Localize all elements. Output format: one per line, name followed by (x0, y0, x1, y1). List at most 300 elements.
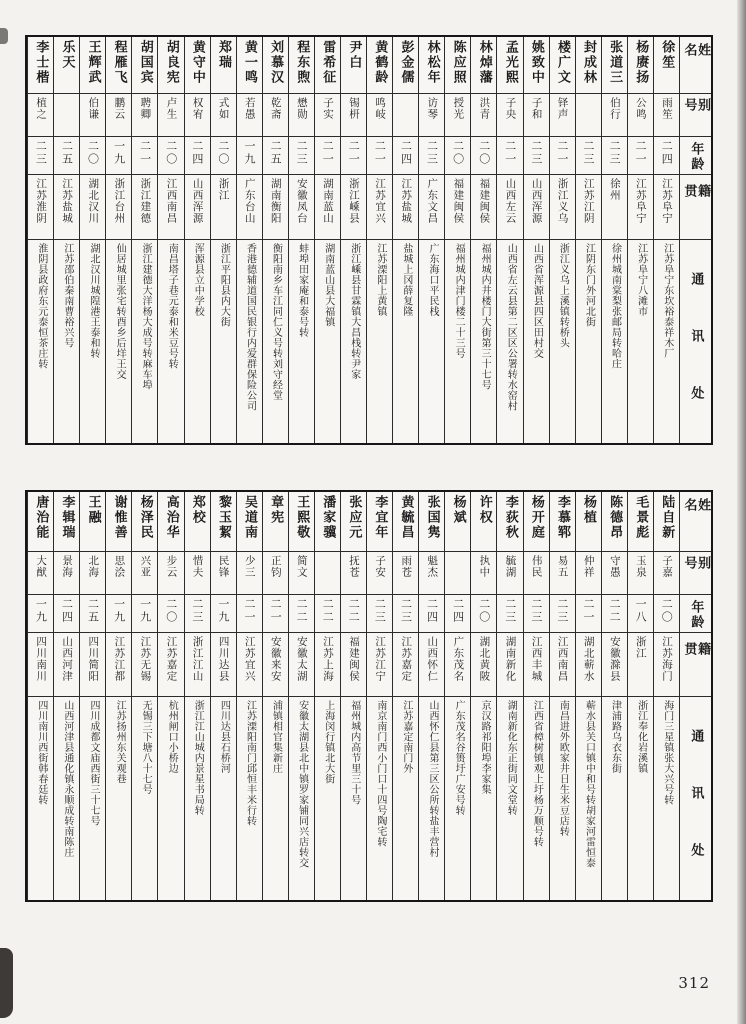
person-hao: 执中 (478, 555, 491, 578)
person-name: 姚致中 (528, 40, 544, 85)
age-cell (106, 137, 131, 175)
person-hao: 民锋 (217, 555, 230, 578)
person-hao: 卢生 (165, 97, 178, 120)
person-address: 香港德辅道国民银行内爱群保险公司 (244, 243, 256, 411)
person-name: 胡良宪 (163, 40, 179, 85)
native-cell (289, 633, 314, 697)
native-cell (237, 175, 262, 240)
person-native: 浙江义乌 (556, 178, 569, 224)
person-native: 江苏江阴 (582, 178, 595, 224)
name-cell (185, 492, 210, 552)
person-name: 李宜年 (372, 495, 388, 540)
hao-cell (237, 552, 262, 595)
hao-cell (185, 552, 210, 595)
person-address: 江西省樟树镇观上圩杨万顺号转 (531, 700, 543, 847)
person-age: 二〇 (86, 140, 100, 166)
native-cell (158, 175, 183, 240)
hao-cell (576, 94, 601, 137)
person-column (496, 37, 522, 443)
person-name: 吴道南 (242, 495, 258, 540)
name-cell (393, 492, 418, 552)
age-cell (550, 595, 575, 633)
person-column (236, 37, 262, 443)
address-cell (471, 697, 496, 900)
name-cell (576, 492, 601, 552)
person-hao: 伯谦 (87, 97, 100, 120)
hao-cell (54, 94, 79, 137)
address-cell (393, 697, 418, 900)
person-address: 浑源县立中学校 (192, 243, 204, 317)
hao-cell (576, 552, 601, 595)
person-column (653, 492, 679, 900)
age-cell (393, 137, 418, 175)
person-address: 南京南门西小门口十四号陶宅转 (374, 700, 386, 847)
name-cell (132, 37, 157, 94)
name-cell (367, 492, 392, 552)
person-hao: 鹏云 (113, 97, 126, 120)
name-cell (132, 492, 157, 552)
hao-cell (419, 552, 444, 595)
person-age: 一八 (634, 598, 648, 624)
person-native: 江苏无锡 (139, 636, 152, 682)
person-address: 浙江奉化岩溪镇 (635, 700, 647, 774)
person-address: 福州城内津门楼二十三号 (453, 243, 465, 359)
age-cell (315, 137, 340, 175)
header-hao-cell (680, 94, 711, 137)
person-name: 黎玉絜 (215, 495, 231, 540)
person-address: 山西河津县通化镇永顺成转南陈庄 (61, 700, 73, 858)
person-native: 山西浑源 (191, 178, 204, 224)
person-column (27, 492, 53, 900)
person-column (575, 37, 601, 443)
native-cell (263, 175, 288, 240)
name-cell (602, 37, 627, 94)
native-cell (54, 633, 79, 697)
person-hao: 抚苍 (348, 555, 361, 578)
person-name: 李士楷 (33, 40, 49, 85)
native-cell (419, 175, 444, 240)
person-native: 湖南蓝山 (321, 178, 334, 224)
hao-cell (367, 94, 392, 137)
person-native: 湖北汉川 (87, 178, 100, 224)
age-cell (80, 595, 105, 633)
person-column (314, 37, 340, 443)
address-cell (576, 240, 601, 443)
person-native: 江西南昌 (165, 178, 178, 224)
address-cell (367, 697, 392, 900)
person-age: 二四 (60, 598, 74, 624)
person-native: 安徽凤台 (295, 178, 308, 224)
age-cell (211, 137, 236, 175)
hao-cell (654, 94, 679, 137)
person-native: 江苏宜兴 (374, 178, 387, 224)
person-name: 彭金儒 (398, 40, 414, 85)
person-native: 江西丰城 (530, 636, 543, 682)
address-cell (419, 240, 444, 443)
address-cell (471, 240, 496, 443)
person-hao: 雨苍 (400, 555, 413, 578)
name-cell (419, 492, 444, 552)
header-column (679, 37, 711, 443)
person-address: 海门三星镇张大兴号转 (661, 700, 673, 805)
age-cell (576, 137, 601, 175)
person-column (418, 492, 444, 900)
person-name: 李辑瑞 (59, 495, 75, 540)
person-address: 津浦路乌衣东街 (609, 700, 621, 774)
hao-cell (628, 552, 653, 595)
native-cell (341, 175, 366, 240)
address-cell (185, 697, 210, 900)
hao-cell (28, 552, 53, 595)
person-name: 许权 (476, 495, 492, 525)
person-address: 四川达县石桥河 (218, 700, 230, 774)
age-cell (341, 595, 366, 633)
person-hao: 雨笙 (660, 97, 673, 120)
person-hao: 思浍 (113, 555, 126, 578)
person-age: 二三 (399, 598, 413, 624)
person-age: 二一 (269, 598, 283, 624)
name-cell (497, 492, 522, 552)
native-cell (550, 633, 575, 697)
person-native: 山西浑源 (530, 178, 543, 224)
person-address: 蚌埠田家庵和泰号转 (296, 243, 308, 338)
address-cell (106, 697, 131, 900)
address-cell (185, 240, 210, 443)
person-name: 张道三 (607, 40, 623, 85)
person-name: 陈应照 (450, 40, 466, 85)
person-hao: 访琴 (426, 97, 439, 120)
person-name: 谢惟善 (111, 495, 127, 540)
person-column (470, 37, 496, 443)
native-cell (54, 175, 79, 240)
person-age: 二四 (190, 140, 204, 166)
native-cell (158, 633, 183, 697)
person-age: 一九 (138, 598, 152, 624)
person-column (627, 492, 653, 900)
hao-cell (211, 94, 236, 137)
person-name: 刘慕汉 (268, 40, 284, 85)
person-hao: 北海 (87, 555, 100, 578)
person-hao: 权宥 (191, 97, 204, 120)
address-cell (445, 697, 470, 900)
age-cell (419, 595, 444, 633)
age-cell (211, 595, 236, 633)
address-cell (80, 240, 105, 443)
person-address: 江苏嘉定南门外 (400, 700, 412, 774)
address-cell (80, 697, 105, 900)
person-column (601, 492, 627, 900)
address-cell (497, 697, 522, 900)
person-age: 二五 (86, 598, 100, 624)
person-name: 黄鹤龄 (372, 40, 388, 85)
person-column (288, 37, 314, 443)
age-cell (54, 137, 79, 175)
native-cell (132, 633, 157, 697)
person-native: 江苏江宁 (374, 636, 387, 682)
native-cell (315, 633, 340, 697)
person-age: 二二 (295, 598, 309, 624)
person-native: 江苏阜宁 (660, 178, 673, 224)
person-age: 二〇 (660, 598, 674, 624)
person-address: 福州城内井楼门大街第三十七号 (479, 243, 491, 390)
person-age: 二〇 (216, 140, 230, 166)
person-hao: 铎声 (556, 97, 569, 120)
person-age: 二四 (425, 598, 439, 624)
name-cell (497, 37, 522, 94)
person-name: 张应元 (346, 495, 362, 540)
native-cell (654, 633, 679, 697)
person-name: 林松年 (424, 40, 440, 85)
native-cell (576, 633, 601, 697)
hao-cell (341, 552, 366, 595)
person-address: 杭州闸口小桥边 (166, 700, 178, 774)
person-native: 安徽来安 (269, 636, 282, 682)
native-cell (550, 175, 575, 240)
person-address: 江苏溧阳上黄镇 (374, 243, 386, 317)
age-cell (28, 137, 53, 175)
age-cell (341, 137, 366, 175)
person-native: 安徽滁县 (608, 636, 621, 682)
name-cell (80, 492, 105, 552)
hao-cell (106, 552, 131, 595)
age-cell (419, 137, 444, 175)
person-hao: 洪青 (478, 97, 491, 120)
person-age: 二五 (60, 140, 74, 166)
person-name: 李慕郓 (554, 495, 570, 540)
header-address-label: 通讯处 (688, 272, 704, 443)
person-address: 江阴东门外河北街 (583, 243, 595, 327)
age-cell (367, 137, 392, 175)
name-cell (28, 37, 53, 94)
header-native-label: 籍贯 (681, 642, 711, 673)
person-hao: 正钧 (269, 555, 282, 578)
person-name: 林焯藩 (476, 40, 492, 85)
person-native: 江苏嘉定 (400, 636, 413, 682)
name-cell (263, 492, 288, 552)
directory-section-top (25, 35, 713, 445)
person-column (262, 492, 288, 900)
address-cell (211, 697, 236, 900)
person-column (210, 37, 236, 443)
address-cell (524, 240, 549, 443)
age-cell (550, 137, 575, 175)
person-column (418, 37, 444, 443)
person-age: 二三 (34, 140, 48, 166)
person-address: 江苏阜宁东坎裕泰祥木厂 (661, 243, 673, 359)
person-hao: 少三 (243, 555, 256, 578)
person-address: 京汉路祁阳埠李家集 (479, 700, 491, 795)
name-cell (106, 37, 131, 94)
person-column (523, 492, 549, 900)
person-column (444, 37, 470, 443)
person-column (105, 492, 131, 900)
hao-cell (497, 94, 522, 137)
age-cell (289, 595, 314, 633)
hao-cell (367, 552, 392, 595)
native-cell (211, 175, 236, 240)
person-name: 高治华 (163, 495, 179, 540)
hao-cell (550, 94, 575, 137)
address-cell (341, 240, 366, 443)
person-hao: 授光 (452, 97, 465, 120)
header-name-label: 姓名 (681, 498, 711, 525)
address-cell (132, 240, 157, 443)
native-cell (393, 175, 418, 240)
hao-cell (132, 552, 157, 595)
person-column (262, 37, 288, 443)
person-native: 福建闽侯 (348, 636, 361, 682)
person-hao: 式如 (217, 97, 230, 120)
address-cell (654, 697, 679, 900)
age-cell (471, 137, 496, 175)
native-cell (524, 633, 549, 697)
name-cell (158, 492, 183, 552)
person-column (444, 492, 470, 900)
name-cell (211, 492, 236, 552)
person-age: 一九 (242, 140, 256, 166)
person-name: 孟光熙 (502, 40, 518, 85)
person-native: 福建闽侯 (452, 178, 465, 224)
header-name-label: 姓名 (681, 43, 711, 70)
person-address: 上海闵行镇北大街 (322, 700, 334, 784)
header-address-cell (680, 697, 711, 900)
person-age: 一九 (34, 598, 48, 624)
name-cell (158, 37, 183, 94)
name-cell (289, 37, 314, 94)
header-address-cell (680, 240, 711, 443)
age-cell (106, 595, 131, 633)
age-cell (602, 595, 627, 633)
person-age: 一九 (112, 140, 126, 166)
name-cell (419, 37, 444, 94)
person-address: 四川南川西街韩春廷转 (35, 700, 47, 805)
hao-cell (393, 94, 418, 137)
hao-cell (54, 552, 79, 595)
person-native: 浙江 (634, 636, 647, 659)
native-cell (628, 175, 653, 240)
person-address: 湖南新化东正街同文堂转 (505, 700, 517, 816)
person-age: 二三 (555, 598, 569, 624)
native-cell (367, 175, 392, 240)
address-cell (237, 697, 262, 900)
person-name: 王辉武 (85, 40, 101, 85)
age-cell (28, 595, 53, 633)
age-cell (445, 595, 470, 633)
person-column (236, 492, 262, 900)
name-cell (211, 37, 236, 94)
header-native-label: 籍贯 (681, 184, 711, 215)
address-cell (497, 240, 522, 443)
person-column (184, 37, 210, 443)
person-column (79, 492, 105, 900)
person-native: 安徽太湖 (295, 636, 308, 682)
native-cell (471, 175, 496, 240)
name-cell (237, 492, 262, 552)
person-native: 浙江 (217, 178, 230, 201)
person-address: 山西省浑源县四区田村交 (531, 243, 543, 359)
native-cell (341, 633, 366, 697)
person-address: 江苏溧阳南门邱恒丰米行转 (244, 700, 256, 826)
person-native: 江苏上海 (321, 636, 334, 682)
person-age: 二三 (582, 140, 595, 166)
native-cell (602, 633, 627, 697)
person-age: 二二 (347, 598, 361, 624)
person-native: 江苏淮阴 (35, 178, 48, 224)
person-age: 二〇 (477, 598, 491, 624)
person-name: 郑校 (189, 495, 205, 525)
native-cell (185, 175, 210, 240)
person-native: 徐州 (608, 178, 621, 201)
hao-cell (393, 552, 418, 595)
person-hao: 伯行 (608, 97, 621, 120)
person-native: 江苏阜宁 (634, 178, 647, 224)
name-cell (524, 492, 549, 552)
native-cell (497, 633, 522, 697)
address-cell (158, 697, 183, 900)
person-hao: 子央 (504, 97, 517, 120)
person-column (131, 492, 157, 900)
hao-cell (80, 552, 105, 595)
native-cell (393, 633, 418, 697)
person-address: 盐城上冈薛复隆 (400, 243, 412, 317)
person-age: 二三 (373, 598, 387, 624)
person-age: 二〇 (477, 140, 491, 166)
name-cell (654, 37, 679, 94)
person-name: 杨斌 (450, 495, 466, 525)
person-address: 浙江嵊县甘霖镇大昌栈转尹家 (348, 243, 360, 380)
person-hao: 魁杰 (426, 555, 439, 578)
hao-cell (263, 552, 288, 595)
header-hao-cell (680, 552, 711, 595)
person-age: 二三 (608, 140, 622, 166)
person-age: 二三 (529, 598, 543, 624)
address-cell (393, 240, 418, 443)
person-age: 二一 (503, 140, 517, 166)
hao-cell (497, 552, 522, 595)
age-cell (367, 595, 392, 633)
person-name: 杨泽民 (137, 495, 153, 540)
person-native: 江苏嘉定 (165, 636, 178, 682)
age-cell (628, 137, 653, 175)
name-cell (628, 492, 653, 552)
person-hao: 毓湖 (504, 555, 517, 578)
address-cell (524, 697, 549, 900)
person-address: 安徽太湖县北中镇罗家铺同兴店转交 (296, 700, 308, 868)
address-cell (211, 240, 236, 443)
hao-cell (80, 94, 105, 137)
age-cell (445, 137, 470, 175)
address-cell (367, 240, 392, 443)
person-hao: 大猷 (35, 555, 48, 578)
name-cell (471, 492, 496, 552)
person-native: 江西南昌 (556, 636, 569, 682)
person-name: 陈德昂 (607, 495, 623, 540)
person-name: 杨开庭 (528, 495, 544, 540)
hao-cell (263, 94, 288, 137)
person-address: 仙居城里张宅转酉乡后垟王交 (114, 243, 126, 380)
name-cell (524, 37, 549, 94)
hao-cell (289, 552, 314, 595)
person-hao: 植之 (35, 97, 48, 120)
age-cell (289, 137, 314, 175)
person-column (496, 492, 522, 900)
person-name: 杨植 (581, 495, 597, 525)
age-cell (263, 595, 288, 633)
native-cell (263, 633, 288, 697)
hao-cell (550, 552, 575, 595)
native-cell (80, 175, 105, 240)
person-native: 江苏盐城 (61, 178, 74, 224)
